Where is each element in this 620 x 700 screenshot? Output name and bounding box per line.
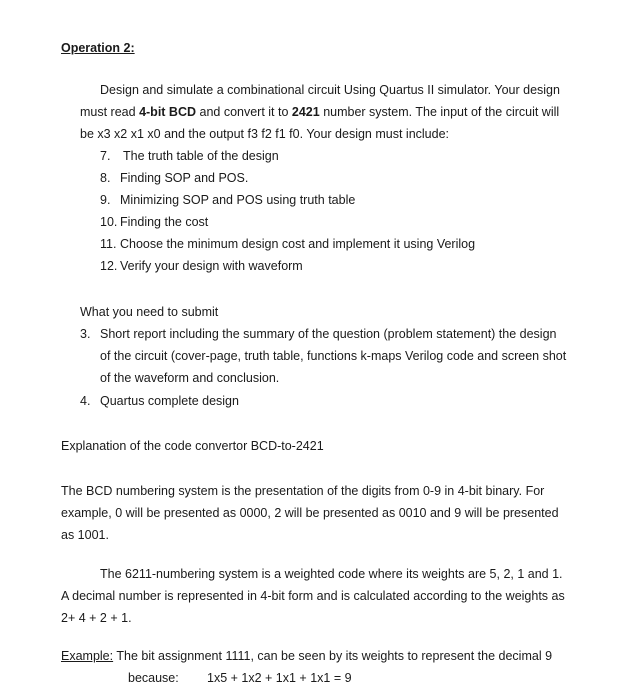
- example-calculation: 1x5 + 1x2 + 1x1 + 1x1 = 9: [207, 671, 352, 685]
- requirement-item: [100, 236, 476, 252]
- bcd-paragraph-line-1: The BCD numbering system is the presentation of the digits from 0-9 in 4-bit binary. For: [61, 484, 545, 498]
- intro-text: and convert it to: [196, 105, 292, 119]
- item-text: Quartus complete design: [100, 394, 239, 408]
- submit-item-4: [80, 393, 239, 409]
- item-text: Finding the cost: [120, 215, 209, 229]
- submit-title: What you need to submit: [80, 305, 219, 319]
- requirement-item: [100, 170, 249, 186]
- bcd-bold: 4-bit BCD: [139, 105, 197, 119]
- example-line: [61, 648, 552, 664]
- submit-item-3-cont: of the circuit (cover-page, truth table, functions k-maps Verilog code and screen shot: [100, 349, 567, 363]
- requirement-item: [100, 214, 209, 230]
- requirement-item: [100, 192, 356, 208]
- weighted-paragraph-line-1: The 6211-numbering system is a weighted code where its weights are 5, 2, 1 and 1.: [100, 567, 563, 581]
- weighted-paragraph-line-2: A decimal number is represented in 4-bit form and is calculated according to the weights as: [61, 589, 565, 603]
- item-number: 9.: [100, 193, 111, 207]
- item-number: 4.: [80, 394, 91, 408]
- item-text: Finding SOP and POS.: [120, 171, 249, 185]
- requirement-item: [100, 258, 303, 274]
- heading: Operation 2:: [61, 41, 135, 55]
- requirement-item: [100, 148, 279, 164]
- example-label: Example:: [61, 649, 114, 663]
- intro-line-2: [80, 104, 559, 120]
- bcd-paragraph-line-2: example, 0 will be presented as 0000, 2 will be presented as 0010 and 9 will be presented: [61, 506, 559, 520]
- item-text: Verify your design with waveform: [120, 259, 303, 273]
- item-number: 3.: [80, 327, 91, 341]
- weighted-paragraph-line-3: 2+ 4 + 2 + 1.: [61, 611, 132, 625]
- bcd-paragraph-line-3: as 1001.: [61, 528, 109, 542]
- submit-item-3: [80, 326, 557, 342]
- intro-text: must read: [80, 105, 140, 119]
- item-text: Choose the minimum design cost and implement it using Verilog: [120, 237, 476, 251]
- item-text: Minimizing SOP and POS using truth table: [120, 193, 356, 207]
- intro-line-3: be x3 x2 x1 x0 and the output f3 f2 f1 f0. Your design must include:: [80, 127, 450, 141]
- item-number: 7.: [100, 149, 111, 163]
- item-text: Short report including the summary of the question (problem statement) the design: [100, 327, 557, 341]
- code-2421-bold: 2421: [291, 105, 320, 119]
- example-because: because:: [128, 671, 179, 685]
- submit-item-3-cont: of the waveform and conclusion.: [100, 371, 280, 385]
- item-number: 12.: [100, 259, 118, 273]
- example-text: The bit assignment 1111, can be seen by its weights to represent the decimal 9: [113, 649, 553, 663]
- intro-line-1: Design and simulate a combinational circuit Using Quartus II simulator. Your design: [100, 83, 560, 97]
- item-text: The truth table of the design: [123, 149, 279, 163]
- item-number: 10.: [100, 215, 118, 229]
- intro-text: number system. The input of the circuit will: [319, 105, 560, 119]
- item-number: 8.: [100, 171, 111, 185]
- explanation-title: Explanation of the code convertor BCD-to-2421: [61, 439, 324, 453]
- item-number: 11.: [100, 237, 117, 251]
